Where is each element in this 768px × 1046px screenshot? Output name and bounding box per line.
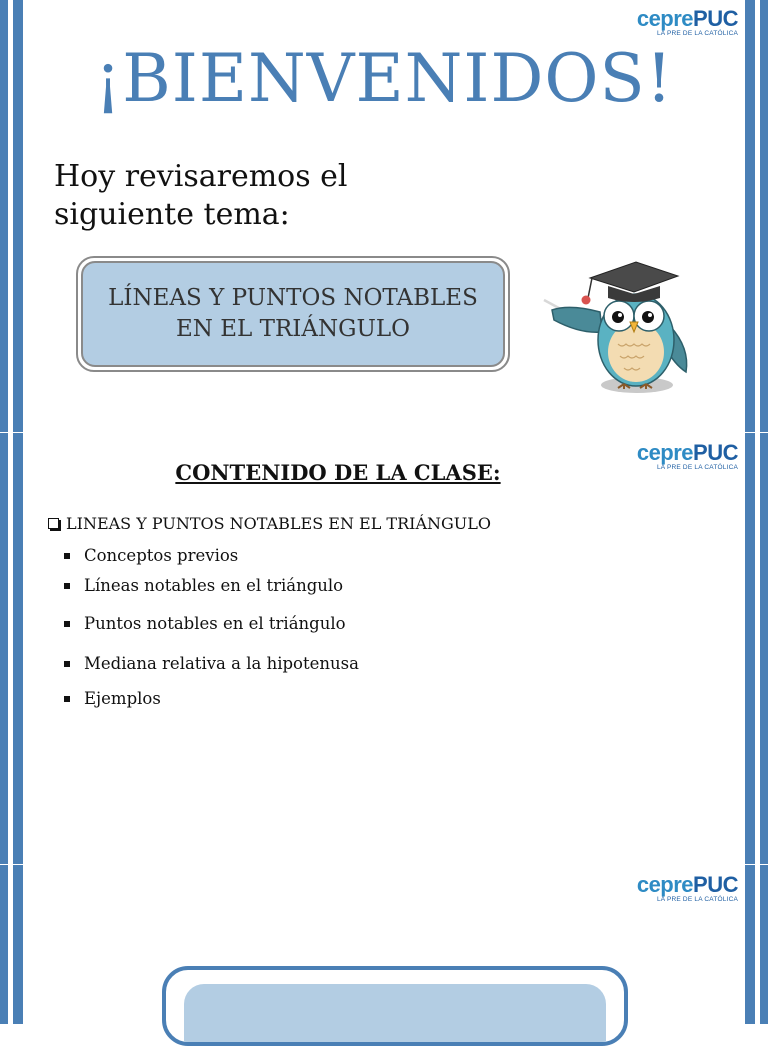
list-item-label: Ejemplos — [84, 689, 161, 708]
logo-tagline: LA PRE DE LA CATÓLICA — [656, 30, 738, 37]
list-item — [64, 614, 346, 633]
list-item-label: Líneas notables en el triángulo — [84, 576, 344, 595]
list-item-label: Mediana relativa a la hipotenusa — [84, 654, 359, 673]
logo-text-cepre: cepre — [636, 440, 694, 465]
logo-text-puc: PUC — [693, 6, 738, 31]
next-slide-box — [162, 966, 628, 1046]
checkbox-bullet-icon — [48, 518, 59, 529]
left-border-outer — [0, 0, 8, 1024]
list-item-label: Puntos notables en el triángulo — [84, 614, 346, 633]
ceprepuc-logo — [626, 874, 738, 904]
right-border-outer — [760, 0, 768, 1024]
logo-text-cepre: cepre — [636, 872, 694, 897]
intro-text: Hoy revisaremos el siguiente tema: — [54, 159, 348, 232]
square-bullet-icon — [64, 553, 70, 559]
main-topic-label: LINEAS Y PUNTOS NOTABLES EN EL TRIÁNGULO — [66, 514, 492, 533]
square-bullet-icon — [64, 661, 70, 667]
list-item — [64, 546, 238, 565]
logo-text-puc: PUC — [693, 440, 738, 465]
main-topic-item — [48, 514, 491, 533]
slide-divider — [0, 864, 768, 865]
owl-mascot-illustration — [540, 248, 695, 398]
list-item — [64, 654, 359, 673]
slide-divider — [0, 432, 768, 433]
logo-tagline: LA PRE DE LA CATÓLICA — [656, 464, 738, 471]
topic-line-1: LÍNEAS Y PUNTOS NOTABLES — [108, 285, 478, 311]
welcome-title: ¡BIENVENIDOS! — [94, 40, 674, 117]
ceprepuc-logo — [626, 8, 738, 38]
topic-line-2: EN EL TRIÁNGULO — [176, 316, 410, 342]
logo-text-puc: PUC — [693, 872, 738, 897]
topic-label — [81, 261, 505, 367]
list-item — [64, 689, 161, 708]
logo-text-cepre: cepre — [636, 6, 694, 31]
list-item-label: Conceptos previos — [84, 546, 239, 565]
square-bullet-icon — [64, 621, 70, 627]
topic-box — [76, 256, 510, 372]
square-bullet-icon — [64, 696, 70, 702]
square-bullet-icon — [64, 583, 70, 589]
right-border-inner — [745, 0, 755, 1024]
list-item — [64, 576, 343, 595]
next-slide-box-fill — [184, 984, 606, 1042]
logo-tagline: LA PRE DE LA CATÓLICA — [656, 896, 738, 903]
left-border-inner — [13, 0, 23, 1024]
contents-heading: CONTENIDO DE LA CLASE: — [175, 460, 501, 485]
